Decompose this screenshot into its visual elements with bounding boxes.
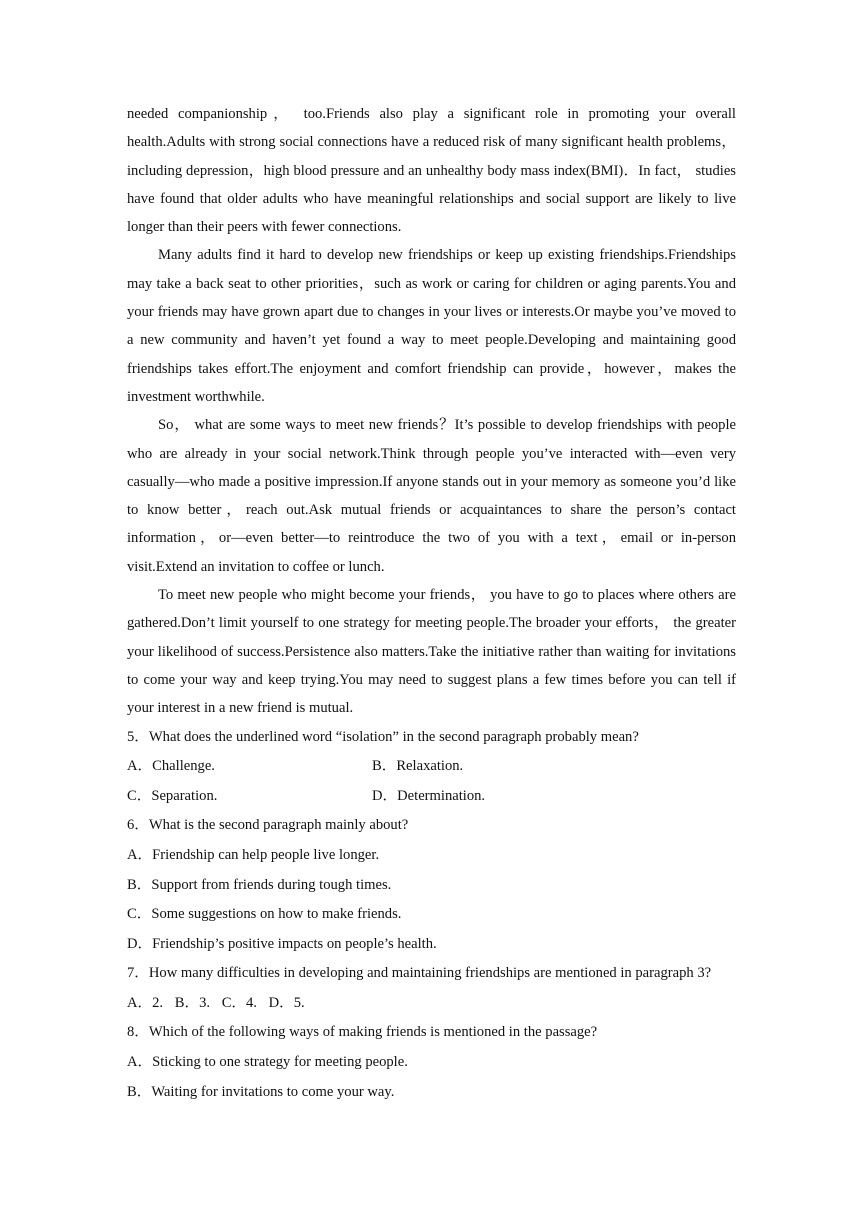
question-6-stem: 6．What is the second paragraph mainly about? [127, 817, 409, 834]
question-5-option-a: A．Challenge. [127, 758, 215, 775]
question-5-stem: 5．What does the underlined word “isolation” in the second paragraph probably mean? [127, 728, 639, 745]
passage-paragraph-3: So， what are some ways to meet new friends？It’s possible to develop friendships with people who are already in your social network.Think through people you’ve interacted with—even very casually—who made a positive impression.If anyone stands out in your memory as someone you’d like to know better，reach out.Ask mutual friends or acquaintances to share the person’s contact information，or—even better—to reintroduce the two of you with a text，email or in-person visit.Extend an invitation to coffee or lunch. [127, 417, 736, 575]
question-8-option-a: A．Sticking to one strategy for meeting people. [127, 1054, 408, 1071]
question-5-option-d: D．Determination. [372, 787, 486, 804]
question-7-option-a: A．2. [127, 994, 164, 1011]
question-7-option-b: B．3. [174, 994, 211, 1011]
question-7-stem: 7．How many difficulties in developing and maintaining friendships are mentioned in paragraph 3? [127, 965, 712, 982]
document-page [127, 100, 736, 1107]
passage-paragraph-4: To meet new people who might become your friends， you have to go to places where others are gathered.Don’t limit yourself to one strategy for meeting people.The broader your efforts， the greater your likelihood of success.Persistence also matters.Take the initiative rather than waiting for invitations to come your way and keep trying.You may need to suggest plans a few times before you can tell if your interest in a new friend is mutual. [127, 587, 736, 717]
question-6 [127, 811, 736, 959]
question-5-options-row-1 [127, 752, 736, 782]
question-7-option-c: C．4. [221, 994, 257, 1011]
question-6-option-d: D．Friendship’s positive impacts on people’s health. [127, 935, 437, 952]
question-7-option-d: D．5. [268, 994, 305, 1011]
passage-paragraph-1: needed companionship， too.Friends also play a significant role in promoting your overall health.Adults with strong social connections have a reduced risk of many significant health problems，including depression，high blood pressure and an unhealthy body mass index(BMI)．In fact， studies have found that older adults who have meaningful relationships and social support are likely to live longer than their peers with fewer connections. [127, 106, 736, 236]
question-5-option-b: B．Relaxation. [372, 758, 464, 775]
question-6-option-a: A．Friendship can help people live longer. [127, 846, 380, 863]
question-7-options [127, 989, 736, 1019]
question-6-option-c: C．Some suggestions on how to make friends. [127, 906, 402, 923]
passage-paragraph-2: Many adults find it hard to develop new friendships or keep up existing friendships.Friendships may take a back seat to other priorities，such as work or caring for children or aging parents.You and your friends may have grown apart due to changes in your lives or interests.Or maybe you’ve moved to a new community and haven’t yet found a way to meet people.Developing and maintaining good friendships takes effort.The enjoyment and comfort friendship can provide，however，makes the investment worthwhile. [127, 247, 736, 405]
question-8-option-b: B．Waiting for invitations to come your way. [127, 1083, 395, 1100]
question-8-stem: 8．Which of the following ways of making friends is mentioned in the passage? [127, 1024, 598, 1041]
question-5-options-row-2 [127, 782, 736, 812]
question-8 [127, 1018, 736, 1107]
question-7 [127, 959, 736, 1018]
question-6-option-b: B．Support from friends during tough times. [127, 876, 392, 893]
question-5-option-c: C．Separation. [127, 787, 218, 804]
question-5 [127, 723, 736, 812]
